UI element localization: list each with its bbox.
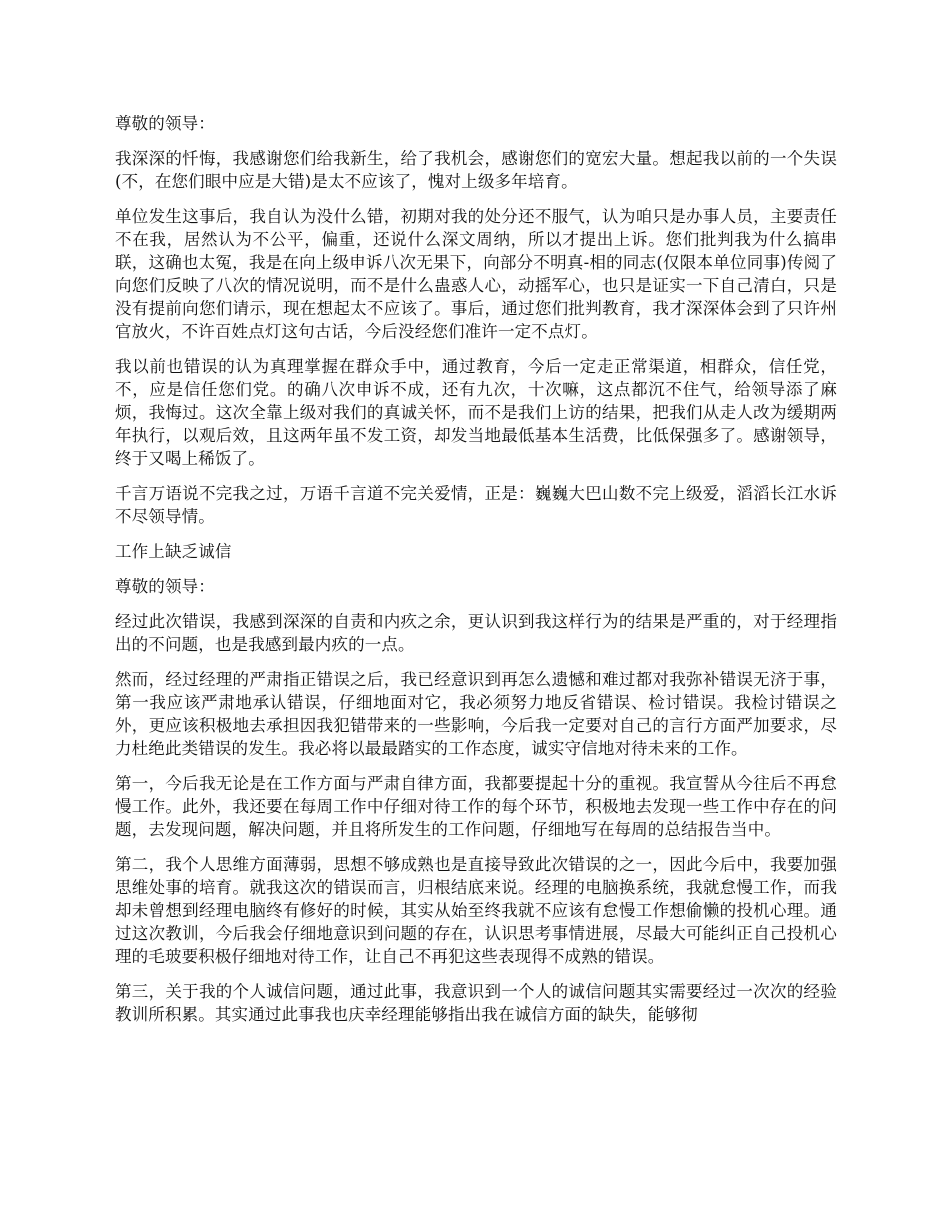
paragraph: 第一，今后我无论是在工作方面与严肃自律方面，我都要提起十分的重视。我宣誓从今往后不再怠慢工作。此外，我还要在每周工作中仔细对待工作的每个环节，积极地去发现一些工作中存在的问题，去发现问题，解决问题，并且将所发生的工作问题，仔细地写在每周的总结报告当中。	[115, 774, 837, 839]
paragraph: 单位发生这事后，我自认为没什么错，初期对我的处分还不服气，认为咱只是办事人员，主要责任不在我，居然认为不公平，偏重，还说什么深文周纳，所以才提出上诉。您们批判我为什么搞串联，这确也太冤，我是在向上级申诉八次无果下，向部分不明真-相的同志(仅限本单位同事)传阅了向您们反映了八次的情况说明，而不是什么蛊惑人心，动摇军心，也只是证实一下自己清白，只是没有提前向您们请示，现在想起太不应该了。事后，通过您们批判教育，我才深深体会到了只许州官放火，不许百姓点灯这句古话，今后没经您们准许一定不点灯。	[115, 207, 837, 341]
paragraph: 经过此次错误，我感到深深的自责和内疚之余，更认识到我这样行为的结果是严重的，对于经理指出的不问题，也是我感到最内疚的一点。	[115, 612, 837, 654]
paragraph: 千言万语说不完我之过，万语千言道不完关爱情，正是：巍巍大巴山数不完上级爱，滔滔长江水诉不尽领导情。	[115, 484, 837, 526]
salutation: 尊敬的领导：	[115, 577, 215, 596]
paragraph: 第二，我个人思维方面薄弱，思想不够成熟也是直接导致此次错误的之一，因此今后中，我要加强思维处事的培育。就我这次的错误而言，归根结底来说。经理的电脑换系统，我就怠慢工作，而我却未曾想到经理电脑终有修好的时候，其实从始至终我就不应该有怠慢工作想偷懒的投机心理。通过这次教训，今后我会仔细地意识到问题的存在，认识思考事情进展，尽最大可能纠正自己投机心理的毛玻要积极仔细地对待工作，让自己不再犯这些表现得不成熟的错误。	[115, 855, 837, 966]
salutation: 尊敬的领导：	[115, 114, 215, 133]
section-title: 工作上缺乏诚信	[115, 542, 232, 561]
document-body	[115, 112, 837, 1038]
paragraph: 第三，关于我的个人诚信问题，通过此事，我意识到一个人的诚信问题其实需要经过一次次的经验教训所积累。其实通过此事我也庆幸经理能够指出我在诚信方面的缺失，能够彻	[115, 982, 837, 1024]
paragraph: 我以前也错误的认为真理掌握在群众手中，通过教育，今后一定走正常渠道，相群众，信任党，不，应是信任您们党。的确八次申诉不成，还有九次，十次嘛，这点都沉不住气，给领导添了麻烦，我悔过。这次全靠上级对我们的真诚关怀，而不是我们上访的结果，把我们从走人改为缓期两年执行，以观后效，且这两年虽不发工资，却发当地最低基本生活费，比低保强多了。感谢领导，终于又喝上稀饭了。	[115, 357, 837, 468]
paragraph: 我深深的忏悔，我感谢您们给我新生，给了我机会，感谢您们的宽宏大量。想起我以前的一个失误(不，在您们眼中应是大错)是太不应该了，愧对上级多年培育。	[115, 149, 837, 191]
paragraph: 然而，经过经理的严肃指正错误之后，我已经意识到再怎么遗憾和难过都对我弥补错误无济于事，第一我应该严肃地承认错误，仔细地面对它，我必须努力地反省错误、检讨错误。我检讨错误之外，更应该积极地去承担因我犯错带来的一些影响，今后我一定要对自己的言行方面严加要求，尽力杜绝此类错误的发生。我必将以最最踏实的工作态度，诚实守信地对待未来的工作。	[115, 670, 837, 758]
